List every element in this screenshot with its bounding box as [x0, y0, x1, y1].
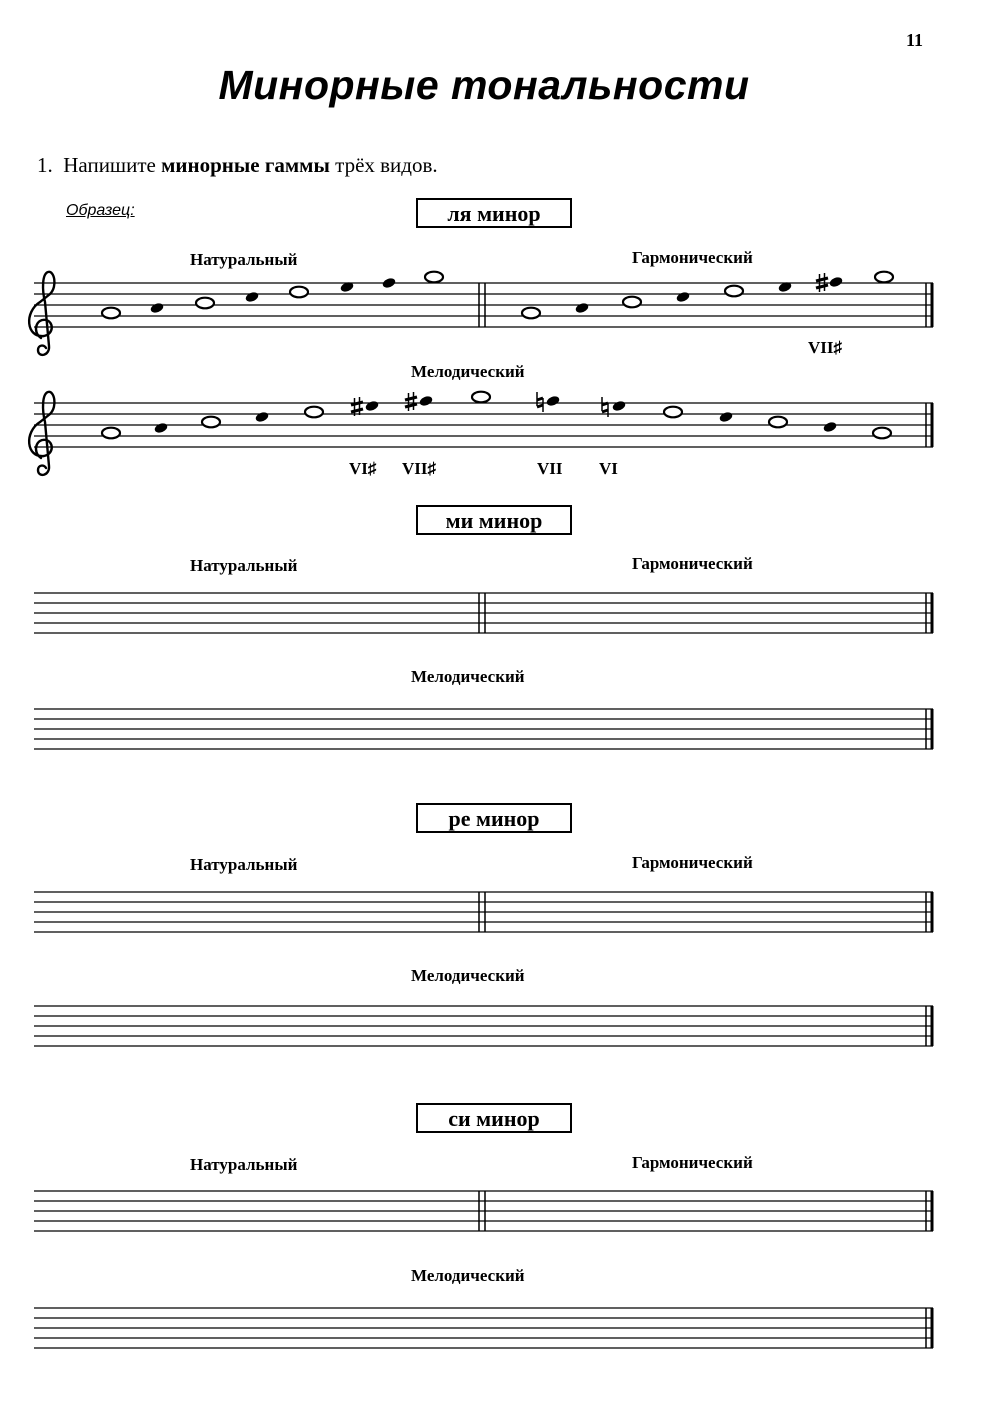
treble-clef-icon	[29, 272, 54, 355]
page-number: 11	[906, 30, 924, 50]
degree-label-melodic-vi: VI	[599, 459, 618, 478]
sample-label: Образец:	[66, 202, 135, 219]
task-text-start: Напишите	[63, 153, 162, 177]
label-harmonic: Гармонический	[632, 554, 753, 573]
degree-label-melodic-vii-sharp: VII♯	[402, 459, 437, 478]
label-harmonic: Гармонический	[632, 853, 753, 872]
task-text-end: трёх видов.	[329, 153, 438, 177]
label-harmonic: Гармонический	[632, 248, 753, 267]
e-minor-melodic-staff	[34, 709, 933, 749]
harmonic-scale-notes	[522, 272, 893, 319]
sharp-icon	[405, 392, 417, 411]
key-box-e-minor: ми минор	[416, 505, 572, 535]
d-minor-melodic-staff	[34, 1006, 933, 1046]
label-harmonic: Гармонический	[632, 1153, 753, 1172]
degree-label-melodic-vii: VII	[537, 459, 563, 478]
natural-sign-icon	[537, 392, 543, 412]
task-text-bold: минорные гаммы	[161, 153, 330, 177]
e-minor-natural-harmonic-staff	[34, 593, 933, 633]
label-melodic: Мелодический	[411, 966, 525, 985]
b-minor-natural-harmonic-staff	[34, 1191, 933, 1231]
label-natural: Натуральный	[190, 1155, 298, 1174]
task-number: 1.	[37, 153, 53, 177]
treble-clef-icon	[29, 392, 54, 475]
sharp-icon	[351, 397, 363, 416]
label-natural: Натуральный	[190, 250, 298, 269]
label-melodic: Мелодический	[411, 1266, 525, 1285]
degree-label-harmonic: VII♯	[808, 338, 843, 357]
key-box-a-minor: ля минор	[416, 198, 572, 228]
degree-label-melodic-vi-sharp: VI♯	[349, 459, 377, 478]
b-minor-melodic-staff	[34, 1308, 933, 1348]
label-natural: Натуральный	[190, 556, 298, 575]
key-box-b-minor: си минор	[416, 1103, 572, 1133]
natural-scale-notes	[102, 272, 443, 319]
label-natural: Натуральный	[190, 855, 298, 874]
example-staff-1	[34, 283, 933, 327]
d-minor-natural-harmonic-staff	[34, 892, 933, 932]
label-melodic: Мелодический	[411, 667, 525, 686]
page-title: Минорные тональности	[218, 62, 750, 108]
melodic-scale-notes	[102, 392, 891, 439]
key-box-d-minor: ре минор	[416, 803, 572, 833]
label-melodic: Мелодический	[411, 362, 525, 381]
example-staff-2	[34, 403, 933, 447]
